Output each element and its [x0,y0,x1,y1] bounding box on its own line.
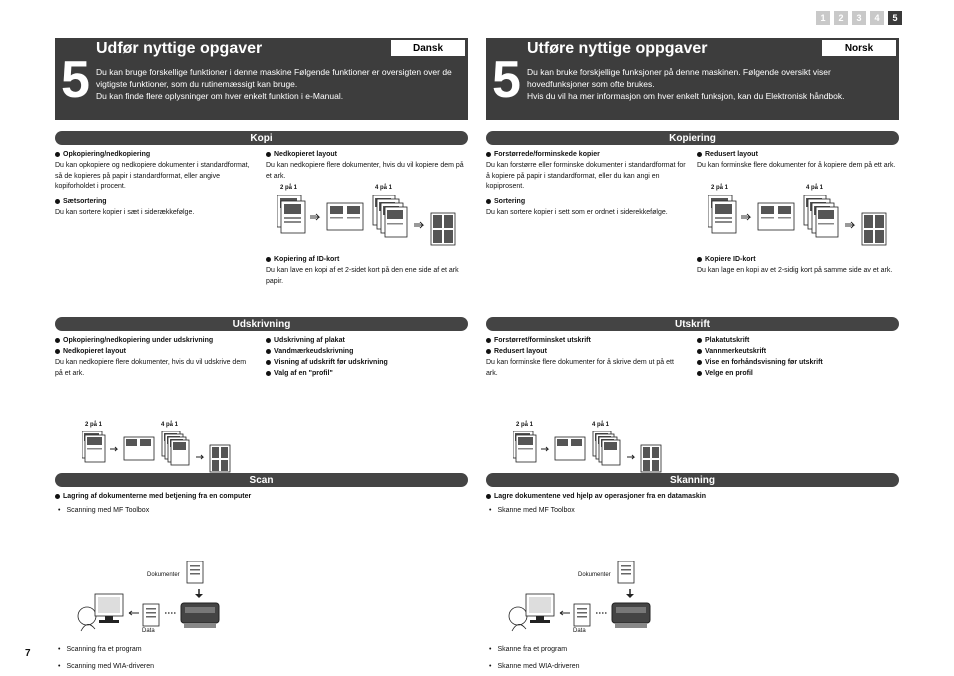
chapter-banner [55,38,468,120]
chapter-description [527,66,893,102]
scan-more [55,640,455,676]
copy-features-idcard [697,255,897,281]
print-features-right [697,336,897,380]
feature-title: Kopiering af ID-kort [266,255,466,264]
feature-title: Plakatutskrift [697,336,897,345]
figure-label: 2 på 1 [85,422,103,428]
feature-title: Opkopiering/nedkopiering under udskrivning [55,336,255,345]
language-tag: Dansk [390,39,466,57]
description-line: Hvis du vil ha mer informasjon om hver enkelt funksjon, kan du Elektronisk håndbok. [527,91,845,101]
feature-title: Lagring af dokumenterne med betjening fra en computer [55,492,455,501]
chapter-title: Udfør nyttige opgaver [96,40,263,57]
feature-title: Valg af en "profil" [266,369,466,378]
section-header: Skanning [486,473,899,487]
feature-text: Du kan lage en kopi av et 2-sidig kort på samme side av et ark. [697,267,893,274]
copy-features-left [55,150,255,222]
scan-section [55,473,468,673]
page-number: 7 [25,648,31,659]
scan-features [55,492,455,523]
description-line: Du kan finde flere oplysninger om hver enkelt funktion i e-Manual. [96,91,344,101]
feature-text: Du kan forstørre eller forminske dokumenter i standardformat for å kopiere på papir i standardformat, eller du kan angi en kopiprosent. [486,162,686,190]
feature-title: Forstørret/forminsket utskrift [486,336,686,345]
figure-label: 4 på 1 [375,185,393,191]
feature-title: Kopiere ID-kort [697,255,897,264]
reduced-layout-figure [277,195,467,247]
page-nav-3[interactable]: 3 [852,11,866,25]
feature-title: Nedkopieret layout [55,347,255,356]
feature-title: Vannmerkeutskrift [697,347,897,356]
copy-features-idcard [266,255,466,291]
section-header: Kopiering [486,131,899,145]
feature-text: Du kan nedkopiere flere dokumenter, hvis du vil kopiere dem på et ark. [266,162,464,180]
scan-bullet: • Skanne fra et program [489,645,886,654]
copy-section [55,131,468,301]
section-header: Utskrift [486,317,899,331]
feature-text: Du kan sortere kopier i sett som er ordnet i siderekkefølge. [486,208,668,216]
danish-column [55,38,468,670]
figure-label: 2 på 1 [516,422,534,428]
section-header: Udskrivning [55,317,468,331]
scan-bullet: • Skanne med WIA-driveren [489,662,886,671]
figure-label: 4 på 1 [806,185,824,191]
copy-features-right [697,150,897,176]
scan-bullet: • Scanning med WIA-driveren [58,662,455,671]
scan-section [486,473,899,673]
copy-section [486,131,899,301]
feature-title: Velge en profil [697,369,897,378]
feature-title: Opkopiering/nedkopiering [55,150,255,159]
feature-text: Du kan forminske flere dokumenter for å skrive dem ut på ett ark. [486,359,674,377]
data-label: Data [142,628,155,634]
norwegian-column [486,38,899,670]
documents-label: Dokumenter [578,572,611,578]
scan-more [486,640,886,676]
feature-text: Du kan nedkopiere flere dokumenter, hvis du vil udskrive dem på et ark. [55,359,247,377]
feature-text: Du kan lave en kopi af et 2-sidet kort på den ene side af et ark papir. [266,267,459,285]
page-nav-4[interactable]: 4 [870,11,884,25]
feature-title: Sortering [486,197,686,206]
chapter-number: 5 [61,51,90,109]
scan-bullet: • Scanning med MF Toolbox [58,506,455,515]
print-layout-figure [513,431,678,473]
copy-features-right [266,150,466,186]
chapter-number: 5 [492,51,521,109]
figure-label: 2 på 1 [280,185,298,191]
page-navigation [816,11,902,25]
figure-label: 2 på 1 [711,185,729,191]
copy-features-left [486,150,686,222]
feature-title: Redusert layout [697,150,897,159]
description-line: Du kan bruke forskjellige funksjoner på denne maskinen. Følgende oversikt viser hovedfunksjoner som ofte brukes. [527,67,831,89]
print-features-left [55,336,255,383]
feature-text: Du kan opkopiere og nedkopiere dokumenter i standardformat, så de kopieres på papir i standardformat, eller angive kopiforholdet i procent. [55,162,250,190]
section-header: Scan [55,473,468,487]
scan-bullet: • Scanning fra et program [58,645,455,654]
feature-title: Udskrivning af plakat [266,336,466,345]
reduced-layout-figure [708,195,898,247]
feature-title: Forstørrede/forminskede kopier [486,150,686,159]
feature-title: Nedkopieret layout [266,150,466,159]
feature-title: Vandmærkeudskrivning [266,347,466,356]
feature-title: Lagre dokumentene ved hjelp av operasjoner fra en datamaskin [486,492,886,501]
scan-bullet: • Skanne med MF Toolbox [489,506,886,515]
page-nav-2[interactable]: 2 [834,11,848,25]
figure-label: 4 på 1 [592,422,610,428]
print-section [55,317,468,477]
page-nav-1[interactable]: 1 [816,11,830,25]
feature-title: Sætsortering [55,197,255,206]
print-features-left [486,336,686,383]
chapter-title: Utføre nyttige oppgaver [527,40,708,57]
feature-title: Vise en forhåndsvisning før utskrift [697,358,897,367]
print-features-right [266,336,466,380]
page-nav-5[interactable]: 5 [888,11,902,25]
chapter-description [96,66,462,102]
feature-title: Visning af udskrift før udskrivning [266,358,466,367]
documents-label: Dokumenter [147,572,180,578]
figure-label: 4 på 1 [161,422,179,428]
language-tag: Norsk [821,39,897,57]
feature-text: Du kan sortere kopier i sæt i siderækkefølge. [55,208,195,216]
section-header: Kopi [55,131,468,145]
feature-title: Redusert layout [486,347,686,356]
print-section [486,317,899,477]
description-line: Du kan bruge forskellige funktioner i denne maskine Følgende funktioner er oversigten over de vigtigste funktioner, som du rutinemæssigt kan bruge. [96,67,452,89]
scan-features [486,492,886,523]
chapter-banner [486,38,899,120]
data-label: Data [573,628,586,634]
feature-text: Du kan forminske flere dokumenter for å kopiere dem på ett ark. [697,162,896,169]
print-layout-figure [82,431,247,473]
